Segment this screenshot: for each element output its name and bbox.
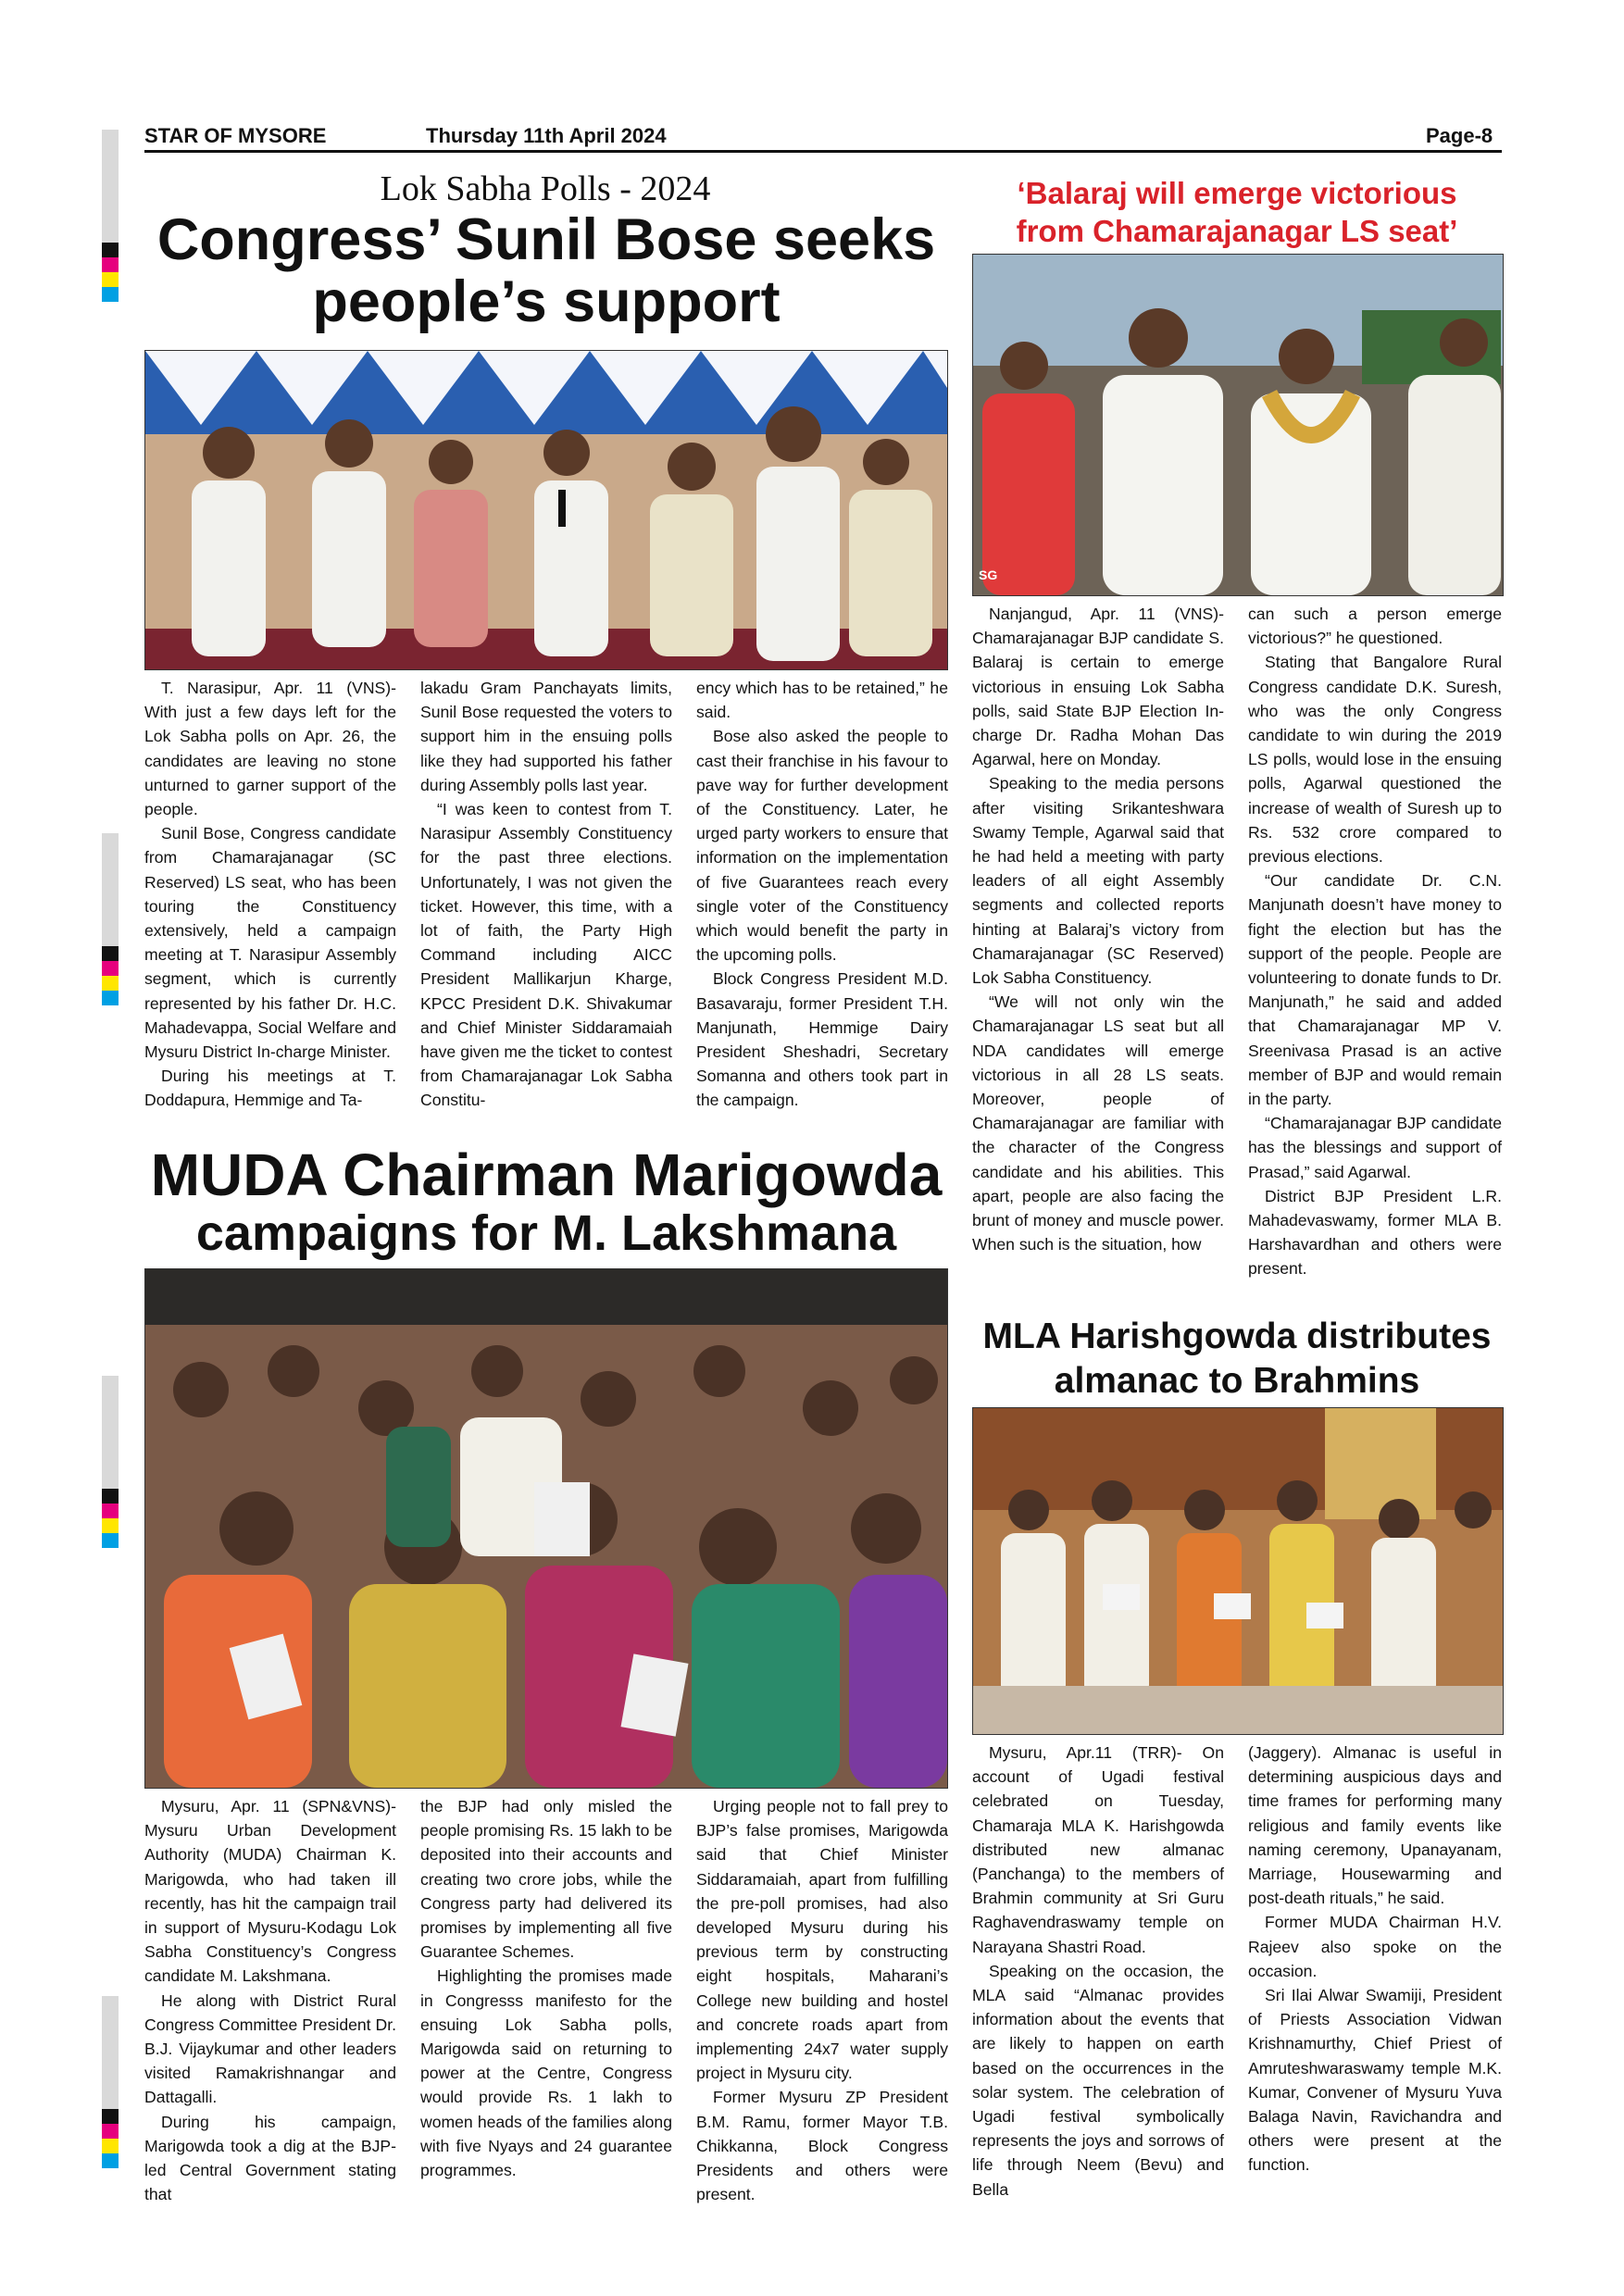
story1-headline — [139, 209, 954, 333]
story2-photo — [972, 254, 1504, 596]
story3-column-1 — [144, 1794, 396, 2206]
story1-paragraph: lakadu Gram Panchayats limits, Sunil Bose requested the voters to support him in the ensuing polls like they had supported his father during Assembly polls last year. — [420, 679, 672, 794]
story3-paragraph: During his campaign, Marigowda took a dig at the BJP-led Central Government stating that — [144, 2112, 396, 2204]
story1-paragraph: Sunil Bose, Congress candidate from Chamarajanagar (SC Reserved) LS seat, who has been touring the Constituency extensively, held a campaign meeting at T. Narasipur Assembly segment, which is currently represented by his father Dr. H.C. Mahadevappa, Social Welfare and Mysuru District In-charge Minister. — [144, 824, 396, 1062]
story4-paragraph: Former MUDA Chairman H.V. Rajeev also spoke on the occasion. — [1248, 1913, 1502, 1980]
story2-headline-line2: from Chamarajanagar LS seat’ — [1016, 214, 1458, 249]
story3-headline-line1: MUDA Chairman Marigowda — [150, 1142, 943, 1208]
story1-paragraph: T. Narasipur, Apr. 11 (VNS)- With just a few days left for the Lok Sabha polls on Apr. 26, the candidates are leaving no stone unturned to garner support of the people. — [144, 679, 396, 819]
story2-column-1 — [972, 602, 1224, 1256]
story3-paragraph: Highlighting the promises made in Congresss manifesto for the ensuing Lok Sabha polls, Marigowda said on returning to power at the Centre, Congress would provide Rs. 1 lakh to women heads of the families along with five Nyays and 24 guarantee programmes. — [420, 1966, 672, 2180]
story1-paragraph: Bose also asked the people to cast their franchise in his favour to pave way for further development of the Constituency. Later, he urged party workers to ensure that information on the implementation of five Guarantees reach every single voter of the Constituency which would benefit the party in the upcoming polls. — [696, 727, 948, 965]
story4-headline-line2: almanac to Brahmins — [1054, 1360, 1420, 1401]
story1-column-1 — [144, 676, 396, 1113]
story2-photo-credit: SG — [979, 568, 998, 582]
paper-name: STAR OF MYSORE — [144, 124, 327, 147]
story2-headline — [972, 174, 1502, 251]
story2-paragraph: “Our candidate Dr. C.N. Manjunath doesn’t have money to fight the election but has the support of the people. People are volunteering to donate funds to Dr. Manjunath,” he said and added that Chamarajanagar MP V. Sreenivasa Prasad is an active member of BJP and would remain in the party. — [1248, 871, 1502, 1109]
story3-column-3 — [696, 1794, 948, 2206]
story2-headline-line1: ‘Balaraj will emerge victorious — [1017, 176, 1457, 210]
story2-paragraph: Nanjangud, Apr. 11 (VNS)- Chamarajanagar BJP candidate S. Balaraj is certain to emerge victorious in ensuing Lok Sabha polls, said State BJP Election In-charge Dr. Radha Mohan Das Agarwal, here on Monday. — [972, 605, 1224, 769]
story1-paragraph: ency which has to be retained,” he said. — [696, 679, 948, 722]
story4-paragraph: (Jaggery). Almanac is useful in determining auspicious days and time frames for performing many religious and family events like naming ceremony, Upanayanam, Marriage, Housewarming and post-death rituals,” he said. — [1248, 1743, 1502, 1908]
story4-column-2 — [1248, 1741, 1502, 2177]
story3-paragraph: He along with District Rural Congress Committee President Dr. B.J. Vijaykumar and other leaders visited Ramakrishnangar and Dattagalli. — [144, 1990, 396, 2107]
story3-paragraph: Mysuru, Apr. 11 (SPN&VNS)- Mysuru Urban Development Authority (MUDA) Chairman K. Marigowda, who had taken ill recently, has hit the campaign trail in support of Mysuru-Kodagu Lok Sabha Constituency’s Congress candidate M. Lakshmana. — [144, 1797, 396, 1986]
story2-paragraph: Stating that Bangalore Rural Congress candidate D.K. Suresh, who was the only Congress candidate to win during the 2019 LS polls, would lose in the ensuing polls, Agarwal questioned the increase of wealth of Suresh up to Rs. 532 crore compared to previous elections. — [1248, 653, 1502, 867]
story1-headline-line1: Congress’ Sunil Bose seeks — [156, 207, 936, 272]
story4-column-1 — [972, 1741, 1224, 2202]
story3-headline-line2: campaigns for M. Lakshmana — [195, 1204, 897, 1261]
story2-column-2 — [1248, 602, 1502, 1281]
story2-paragraph: can such a person emerge victorious?” he questioned. — [1248, 605, 1502, 648]
story1-column-2 — [420, 676, 672, 1113]
story3-photo — [144, 1268, 948, 1789]
issue-date: Thursday 11th April 2024 — [426, 124, 667, 147]
story3-headline — [139, 1144, 954, 1260]
page-number: Page-8 — [1426, 124, 1493, 147]
story4-headline — [970, 1315, 1504, 1403]
story4-paragraph: Sri Ilai Alwar Swamiji, President of Priests Association Vidwan Krishnamurthy, Chief Priest of Amruteshwaraswamy temple M.K. Kumar, Convener of Mysuru Yuva Balaga Navin, Ravichandra and others were present at the function. — [1248, 1986, 1502, 2175]
story4-paragraph: Speaking on the occasion, the MLA said “Almanac provides information about the events that are likely to happen on earth based on the occurrences in the solar system. The celebration of Ugadi festival symbolically represents the joys and sorrows of life through Neem (Bevu) and Bella — [972, 1961, 1224, 2199]
story2-paragraph: “We will not only win the Chamarajanagar LS seat but all NDA candidates will emerge victorious in all 28 LS seats. Moreover, people of Chamarajanagar are familiar with the character of the Congress candidate and his abilities. This apart, people are also facing the brunt of money and muscle power. When such is the situation, how — [972, 992, 1224, 1254]
header-rule — [144, 150, 1502, 153]
story1-column-3 — [696, 676, 948, 1113]
story1-paragraph: “I was keen to contest from T. Narasipur Assembly Constituency for the past three elections. Unfortunately, I was not given the ticket. However, this time, with a lot of faith, the Party High Command including AICC President Mallikarjun Kharge, KPCC President D.K. Shivakumar and Chief Minister Siddaramaiah have given me the ticket to contest from Chamarajanagar Lok Sabha Constitu- — [420, 800, 672, 1110]
story1-paragraph: Block Congress President M.D. Basavaraju, former President T.H. Manjunath, Hemmige Dairy President Sheshadri, Secretary Somanna and others took part in the campaign. — [696, 969, 948, 1110]
story3-paragraph: Urging people not to fall prey to BJP’s false promises, Marigowda said that Chief Minister Siddaramaiah, apart from fulfilling the pre-poll promises, had also developed Mysuru during his previous term by constructing eight hospitals, Maharani’s College new building and hostel and concrete roads apart from implementing 24x7 water supply project in Mysuru city. — [696, 1797, 948, 2083]
story3-paragraph: the BJP had only misled the people promising Rs. 15 lakh to be deposited into their accounts and creating two crore jobs, while the Congress party had delivered its promises by implementing all five Guarantee Schemes. — [420, 1797, 672, 1962]
story2-paragraph: Speaking to the media persons after visiting Srikanteshwara Swamy Temple, Agarwal said that he had held a meeting with party leaders of all eight Assembly segments and collected reports hinting at Balaraj’s victory from Chamarajanagar (SC Reserved) Lok Sabha Constituency. — [972, 774, 1224, 988]
story1-kicker: Lok Sabha Polls - 2024 — [380, 169, 711, 208]
story3-column-2 — [420, 1794, 672, 2182]
story1-photo — [144, 350, 948, 670]
story2-paragraph: “Chamarajanagar BJP candidate has the blessings and support of Prasad,” said Agarwal. — [1248, 1114, 1502, 1181]
story3-paragraph: Former Mysuru ZP President B.M. Ramu, former Mayor T.B. Chikkanna, Block Congress Presidents and others were present. — [696, 2088, 948, 2204]
story1-paragraph: During his meetings at T. Doddapura, Hemmige and Ta- — [144, 1067, 396, 1110]
story4-photo — [972, 1407, 1504, 1735]
story1-headline-line2: people’s support — [312, 268, 781, 334]
story4-paragraph: Mysuru, Apr.11 (TRR)- On account of Ugadi festival celebrated on Tuesday, Chamaraja MLA K. Harishgowda distributed new almanac (Panchanga) to the members of Brahmin community at Sri Guru Raghavendraswamy temple on Narayana Shastri Road. — [972, 1743, 1224, 1956]
story2-paragraph: District BJP President L.R. Mahadevaswamy, former MLA B. Harshavardhan and others were present. — [1248, 1186, 1502, 1279]
story4-headline-line1: MLA Harishgowda distributes — [982, 1316, 1492, 1356]
